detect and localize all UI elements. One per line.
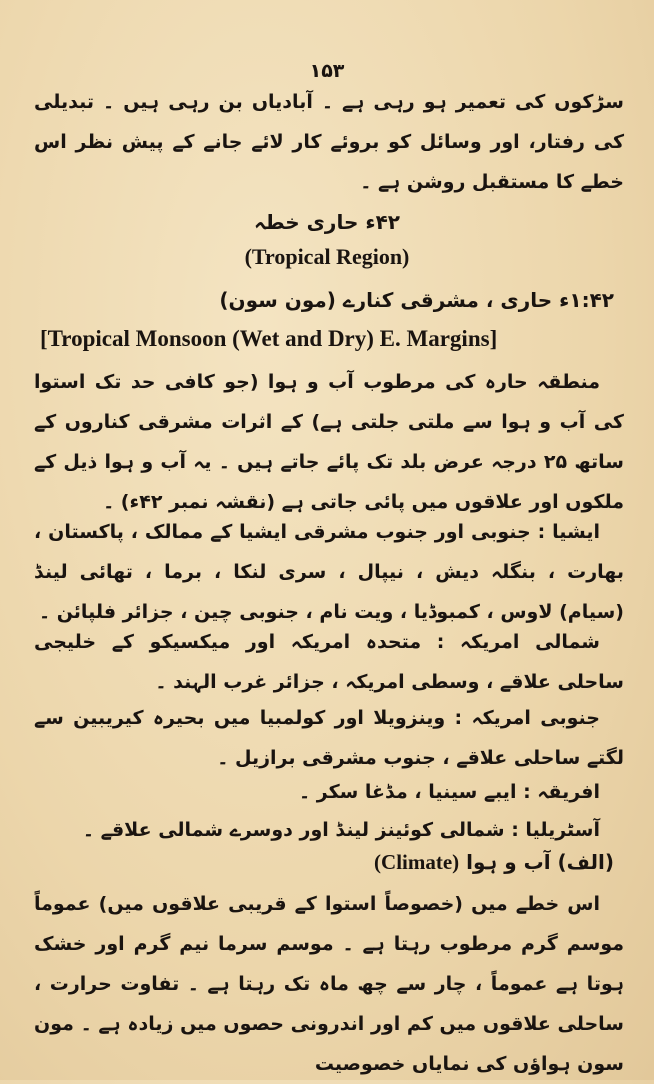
climate-heading-urdu: (الف) آب و ہوا xyxy=(466,850,614,874)
climate-paragraph: اس خطے میں (خصوصاً استوا کے قریبی علاقوں میں) عموماً موسم گرم مرطوب رہتا ہے ۔ موسم سرما نیم گرم اور خشک ہوتا ہے عموماً ، چار سے چھ ماہ تک رہتا ہے ۔ تفاوت حرارت ، ساحلی علاقوں میں کم اور اندرونی حصوں میں زیادہ ہے ۔ مون سون ہواؤں کی نمایاں خصوصیت xyxy=(34,893,624,1075)
africa-paragraph: افریقہ : ایبے سینیا ، مڈغا سکر ۔ xyxy=(299,781,600,803)
definition-paragraph: منطقہ حارہ کی مرطوب آب و ہوا (جو کافی حد تک استوا کی آب و ہوا سے ملتی جلتی ہے) کے اثرات مشرقی کناروں کے ساتھ ۲۵ درجہ عرض بلد تک پائے جاتے ہیں ۔ یہ آب و ہوا ذیل کے ملکوں اور علاقوں میں پائی جاتی ہے (نقشہ نمبر ۴۲ء) ۔ xyxy=(34,371,624,513)
section-heading-urdu: ۴۲ء حاری خطہ xyxy=(254,210,400,234)
subsection-heading-english: [Tropical Monsoon (Wet and Dry) E. Margins] xyxy=(40,326,498,351)
climate-heading-english: (Climate) xyxy=(374,850,460,874)
north-america-paragraph: شمالی امریکہ : متحدہ امریکہ اور میکسیکو کے خلیجی ساحلی علاقے ، وسطی امریکہ ، جزائر غرب الہند ۔ xyxy=(34,631,624,693)
south-america-paragraph: جنوبی امریکہ : وینزویلا اور کولمبیا میں بحیرہ کیریبین سے لگتے ساحلی علاقے ، جنوب مشرقی برازیل ۔ xyxy=(34,707,624,769)
intro-paragraph: سڑکوں کی تعمیر ہو رہی ہے ۔ آبادیاں بن رہی ہیں ۔ تبدیلی کی رفتار، اور وسائل کو بروئے کار لائے جانے کے پیش نظر اس خطے کا مستقبل روشن ہے ۔ xyxy=(34,91,624,193)
asia-paragraph: ایشیا : جنوبی اور جنوب مشرقی ایشیا کے ممالک ، پاکستان ، بھارت ، بنگلہ دیش ، نیپال ، سری لنکا ، برما ، تھائی لینڈ (سیام) لاوس ، کمبوڈیا ، ویت نام ، جنوبی چین ، جزائر فلپائن ۔ xyxy=(34,521,624,623)
page-number: ۱۵۳ xyxy=(309,60,345,82)
climate-heading xyxy=(374,850,614,875)
subsection-heading-urdu: ۱:۴۲ء حاری ، مشرقی کنارے (مون سون) xyxy=(219,288,614,312)
section-heading-english: (Tropical Region) xyxy=(244,244,410,269)
australia-paragraph: آسٹریلیا : شمالی کوئینز لینڈ اور دوسرے شمالی علاقے ۔ xyxy=(82,819,600,841)
